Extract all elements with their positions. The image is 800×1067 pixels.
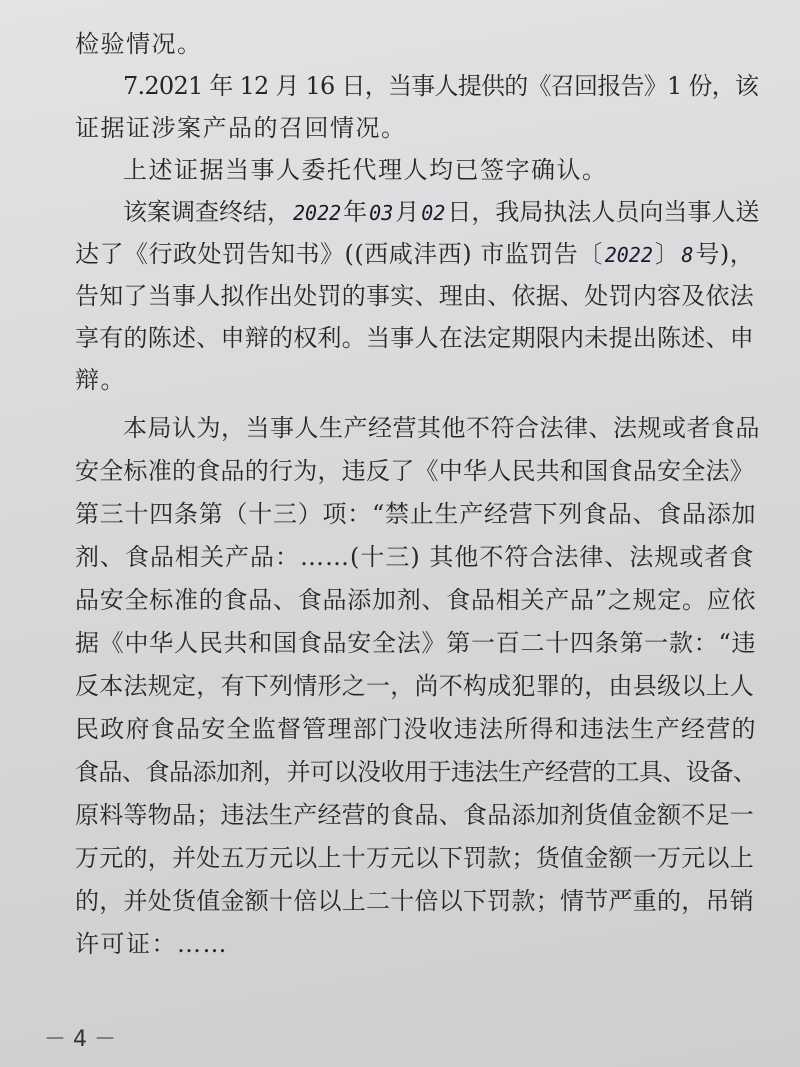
text-line: 7.2021 年 12 月 16 日，当事人提供的《召回报告》1 份，该 (123, 72, 759, 100)
page-number: － 4 － (44, 1027, 116, 1052)
text-line: 原料等物品；违法生产经营的食品、食品添加剂货值金额不足一 (75, 801, 754, 829)
text-segment: 月 (395, 198, 420, 226)
text-line: 上述证据当事人委托代理人均已签字确认。 (123, 156, 608, 184)
text-line: 据《中华人民共和国食品安全法》第一百二十四条第一款：“违 (75, 629, 757, 657)
text-segment: 该案调查终结， (123, 198, 291, 226)
text-line: 辩。 (75, 366, 126, 394)
handwritten-day: 02 (421, 201, 446, 225)
text-segment: 号)， (695, 240, 755, 268)
text-line: 第三十四条第（十三）项：“禁止生产经营下列食品、食品添加 (75, 500, 757, 528)
text-line: 安全标准的食品的行为，违反了《中华人民共和国食品安全法》 (75, 457, 754, 485)
text-segment: 日，我局执法人员向当事人送 (447, 198, 760, 226)
handwritten-month: 03 (369, 201, 394, 225)
text-line: 的，并处货值金额十倍以上二十倍以下罚款；情节严重的，吊销 (75, 887, 754, 915)
text-segment: 年 (343, 198, 368, 226)
text-line: 民政府食品安全监督管理部门没收违法所得和违法生产经营的 (75, 715, 757, 743)
text-line: 反本法规定，有下列情形之一，尚不构成犯罪的，由县级以上人 (75, 672, 754, 700)
text-line: 万元的，并处五万元以上十万元以下罚款；货值金额一万元以上 (75, 844, 754, 872)
text-line (123, 197, 759, 228)
text-line: 剂、食品相关产品：……(十三) 其他不符合法律、法规或者食 (75, 543, 755, 571)
text-segment: 〕 (654, 240, 680, 268)
text-line: 证据证涉案产品的召回情况。 (75, 114, 407, 142)
handwritten-year: 2022 (604, 243, 653, 267)
text-segment: 达了《行政处罚告知书》((西咸沣西) 市监罚告〔 (75, 240, 603, 268)
text-line: 许可证：…… (75, 930, 228, 958)
handwritten-number: 8 (681, 243, 694, 267)
text-line (75, 239, 754, 270)
text-line: 享有的陈述、申辩的权利。当事人在法定期限内未提出陈述、申 (75, 324, 754, 352)
text-line: 品安全标准的食品、食品添加剂、食品相关产品”之规定。应依 (75, 586, 757, 614)
text-line: 本局认为，当事人生产经营其他不符合法律、法规或者食品 (123, 414, 760, 442)
text-line: 告知了当事人拟作出处罚的事实、理由、依据、处罚内容及依法 (75, 282, 754, 310)
handwritten-year: 2022 (293, 201, 342, 225)
text-line: 食品、食品添加剂，并可以没收用于违法生产经营的工具、设备、 (75, 758, 757, 786)
text-line: 检验情况。 (75, 30, 203, 58)
